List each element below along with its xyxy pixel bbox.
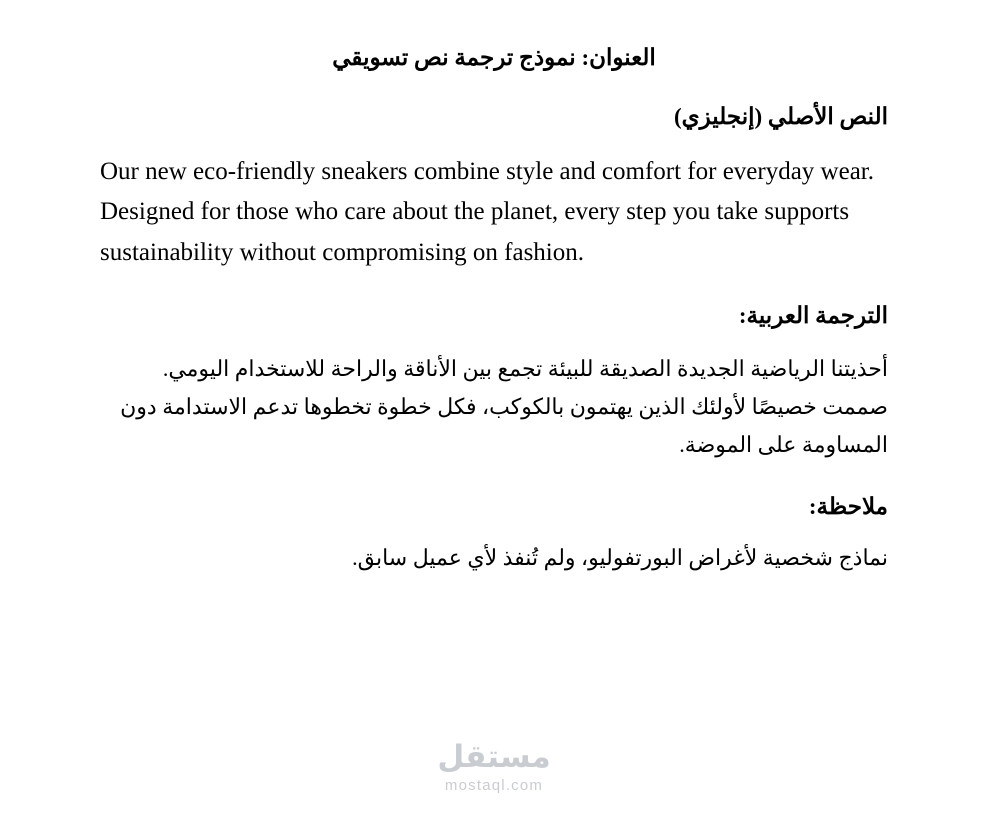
page-title: العنوان: نموذج ترجمة نص تسويقي [332,45,656,70]
watermark [0,739,988,794]
section-body-original-text: Our new eco-friendly sneakers combine style and comfort for everyday wear. Designed for those who care about the planet, every step you take supports sustainability without compromising on fashion. [100,157,874,266]
section-heading-note: ملاحظة: [808,493,888,519]
mostaql-logo: مستقل [437,739,551,775]
section-body-arabic-translation: أحذيتنا الرياضية الجديدة الصديقة للبيئة تجمع بين الأناقة والراحة للاستخدام اليومي. صممت خصيصًا لأولئك الذين يهتمون بالكوكب، فكل خطوة تخطوها تدعم الاستدامة دون المساومة على الموضة. [120,356,888,458]
watermark-site-label: mostaql.com [444,777,544,794]
section-heading-original-text: النص الأصلي (إنجليزي) [673,104,888,130]
section-body-note: نماذج شخصية لأغراض البورتفوليو، ولم تُنفذ لأي عميل سابق. [352,545,888,571]
section-heading-arabic-translation: الترجمة العربية: [738,303,888,329]
